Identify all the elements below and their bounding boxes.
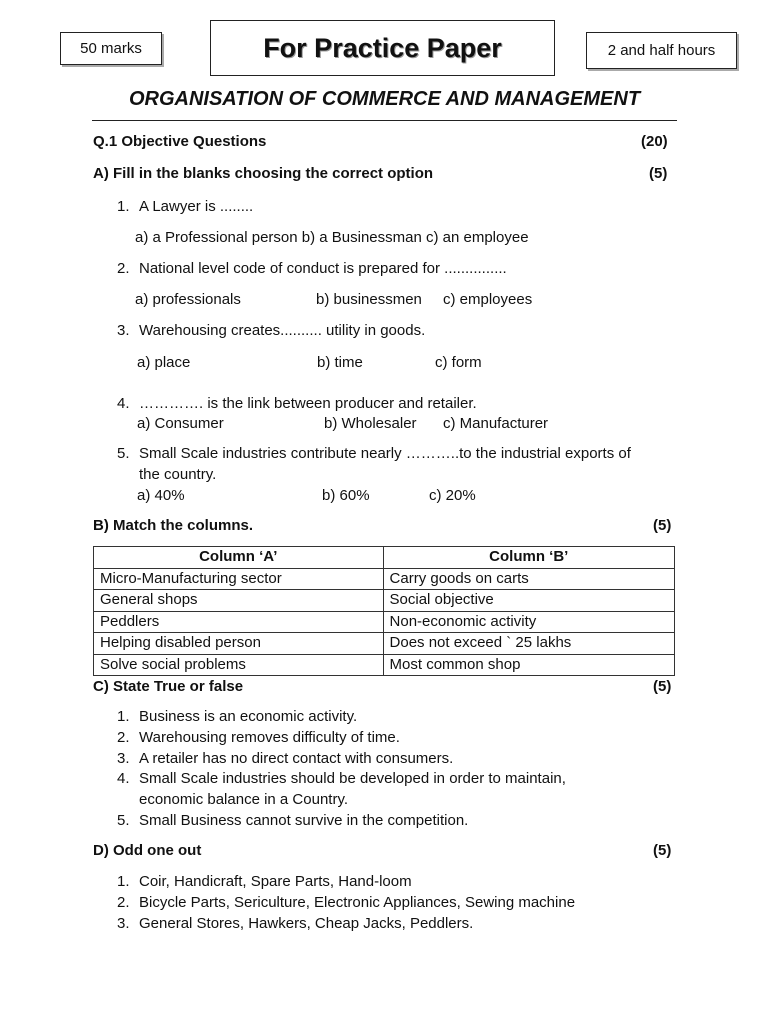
column-b-cell: Carry goods on carts (383, 568, 674, 590)
a-item-5-option-a: a) 40% (137, 487, 185, 504)
column-a-cell: Peddlers (94, 611, 384, 633)
a-item-3-option-b: b) time (317, 354, 363, 371)
table-row (94, 611, 675, 633)
c-item-4-text: Small Scale industries should be developed in order to maintain, (139, 770, 566, 787)
table-row (94, 590, 675, 612)
d-item-2-num: 2. (117, 894, 130, 911)
a-item-2-option-a: a) professionals (135, 291, 241, 308)
table-row (94, 568, 675, 590)
c-item-4-num: 4. (117, 770, 130, 787)
marks-box (60, 32, 162, 65)
section-d-marks: (5) (653, 842, 672, 859)
column-a-cell: General shops (94, 590, 384, 612)
title-box (210, 20, 555, 76)
q1-label: Q.1 Objective Questions (93, 133, 267, 150)
a-item-5-num: 5. (117, 445, 130, 462)
c-item-3-text: A retailer has no direct contact with consumers. (139, 750, 454, 767)
a-item-2-text: National level code of conduct is prepared for ............... (139, 260, 507, 277)
column-a-cell: Solve social problems (94, 654, 384, 676)
d-item-3-num: 3. (117, 915, 130, 932)
section-b-label: B) Match the columns. (93, 517, 254, 534)
a-item-3-option-a: a) place (137, 354, 191, 371)
d-item-1-text: Coir, Handicraft, Spare Parts, Hand-loom (139, 873, 412, 890)
a-item-2-option-b: b) businessmen (316, 291, 422, 308)
c-item-5-num: 5. (117, 812, 130, 829)
c-item-2-text: Warehousing removes difficulty of time. (139, 729, 400, 746)
time-box (586, 32, 737, 69)
column-b-cell: Does not exceed ` 25 lakhs (383, 633, 674, 655)
a-item-3-text: Warehousing creates.......... utility in goods. (139, 322, 426, 339)
section-a-marks: (5) (649, 165, 668, 182)
a-item-5-text: Small Scale industries contribute nearly ………..to the industrial exports of (139, 445, 631, 462)
a-item-5-option-c: c) 20% (429, 487, 476, 504)
a-item-1-options: a) a Professional person b) a Businessman c) an employee (135, 229, 529, 246)
c-item-3-num: 3. (117, 750, 130, 767)
table-row (94, 633, 675, 655)
c-item-1-text: Business is an economic activity. (139, 708, 358, 725)
table-header-row (94, 547, 675, 569)
c-item-5-text: Small Business cannot survive in the competition. (139, 812, 469, 829)
column-a-cell: Helping disabled person (94, 633, 384, 655)
a-item-2-option-c: c) employees (443, 291, 533, 308)
section-d-label: D) Odd one out (93, 842, 202, 859)
column-b-cell: Social objective (383, 590, 674, 612)
a-item-3-option-c: c) form (435, 354, 482, 371)
column-b-header: Column ‘B’ (383, 547, 674, 569)
a-item-5-text-cont: the country. (139, 466, 217, 483)
a-item-4-option-c: c) Manufacturer (443, 415, 549, 432)
match-columns-table (93, 546, 675, 676)
d-item-1-num: 1. (117, 873, 130, 890)
a-item-1-num: 1. (117, 198, 130, 215)
a-item-2-num: 2. (117, 260, 130, 277)
total-marks: 50 marks (80, 40, 142, 57)
subject-heading: ORGANISATION OF COMMERCE AND MANAGEMENT (128, 88, 641, 110)
subject-underline (92, 120, 677, 121)
a-item-4-num: 4. (117, 395, 130, 412)
section-b-marks: (5) (653, 517, 672, 534)
paper-title: For Practice Paper (263, 32, 502, 63)
column-a-cell: Micro-Manufacturing sector (94, 568, 384, 590)
c-item-2-num: 2. (117, 729, 130, 746)
d-item-3-text: General Stores, Hawkers, Cheap Jacks, Peddlers. (139, 915, 474, 932)
duration: 2 and half hours (607, 42, 716, 59)
column-b-cell: Most common shop (383, 654, 674, 676)
q1-marks: (20) (641, 133, 668, 150)
column-a-header: Column ‘A’ (94, 547, 384, 569)
a-item-3-num: 3. (117, 322, 130, 339)
d-item-2-text: Bicycle Parts, Sericulture, Electronic Appliances, Sewing machine (139, 894, 576, 911)
table-row (94, 654, 675, 676)
a-item-1-text: A Lawyer is ........ (139, 198, 254, 215)
section-a-label: A) Fill in the blanks choosing the correct option (93, 165, 434, 182)
column-b-cell: Non-economic activity (383, 611, 674, 633)
section-c-label: C) State True or false (93, 678, 244, 695)
c-item-1-num: 1. (117, 708, 130, 725)
a-item-4-text: …………. is the link between producer and retailer. (139, 395, 477, 412)
section-c-marks: (5) (653, 678, 672, 695)
c-item-4-text-cont: economic balance in a Country. (139, 791, 349, 808)
a-item-5-option-b: b) 60% (322, 487, 370, 504)
a-item-4-option-b: b) Wholesaler (324, 415, 417, 432)
a-item-4-option-a: a) Consumer (137, 415, 224, 432)
